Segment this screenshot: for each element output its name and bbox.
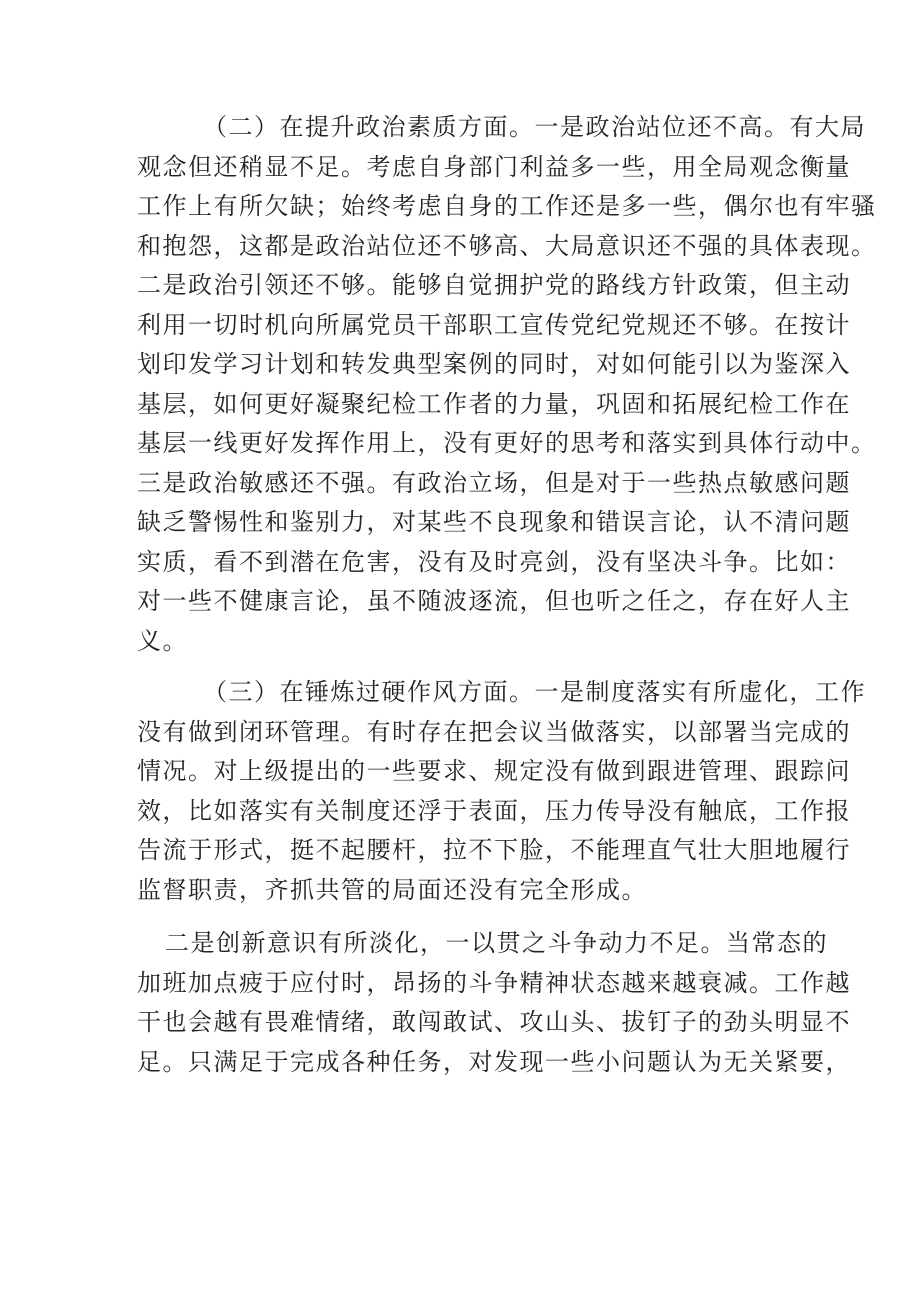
- text-line: 监督职责，齐抓共管的局面还没有完全形成。: [137, 875, 647, 904]
- document-body: [137, 108, 877, 1082]
- text-line: 二是政治引领还不够。能够自觉拥护党的路线方针政策，但主动: [137, 271, 851, 299]
- text-line: 干也会越有畏难情绪，敢闯敢试、攻山头、拔钉子的劲头明显不: [137, 1008, 851, 1036]
- text-line: （三）在锤炼过硬作风方面。一是制度落实有所虚化，工作: [203, 678, 866, 706]
- text-line: 观念但还稍显不足。考虑自身部门利益多一些，用全局观念衡量: [137, 152, 851, 181]
- text-line: 三是政治敏感还不强。有政治立场，但是对于一些热点敏感问题: [137, 468, 851, 497]
- text-line: 缺乏警惕性和鉴别力，对某些不良现象和错误言论，认不清问题: [137, 508, 851, 536]
- paragraph-political-quality: [137, 108, 877, 661]
- text-line: 效，比如落实有关制度还浮于表面，压力传导没有触底，工作报: [137, 796, 851, 825]
- text-line: 基层一线更好发挥作用上，没有更好的思考和落实到具体行动中。: [137, 429, 877, 457]
- text-line: 义。: [137, 626, 188, 655]
- text-line: 工作上有所欠缺；始终考虑自身的工作还是多一些，偶尔也有牢骚: [137, 192, 877, 220]
- paragraph-innovation: [137, 924, 851, 1082]
- text-line: 基层，如何更好凝聚纪检工作者的力量，巩固和拓展纪检工作在: [137, 389, 851, 418]
- text-line: 足。只满足于完成各种任务，对发现一些小问题认为无关紧要，: [137, 1047, 851, 1076]
- text-line: 和抱怨，这都是政治站位还不够高、大局意识还不强的具体表现。: [137, 231, 877, 260]
- text-line: 加班加点疲于应付时，昂扬的斗争精神状态越来越衰减。工作越: [137, 968, 851, 997]
- paragraph-work-style: [137, 673, 866, 910]
- text-line: 实质，看不到潜在危害，没有及时亮剑，没有坚决斗争。比如：: [137, 547, 851, 576]
- text-line: 对一些不健康言论，虽不随波逐流，但也听之任之，存在好人主: [137, 587, 851, 615]
- text-line: 情况。对上级提出的一些要求、规定没有做到跟进管理、跟踪问: [137, 757, 851, 785]
- text-line: （二）在提升政治素质方面。一是政治站位还不高。有大局: [203, 113, 866, 141]
- text-line: 利用一切时机向所属党员干部职工宣传党纪党规还不够。在按计: [137, 310, 851, 339]
- text-line: 划印发学习计划和转发典型案例的同时，对如何能引以为鉴深入: [137, 350, 851, 378]
- text-line: 告流于形式，挺不起腰杆，拉不下脸，不能理直气壮大胆地履行: [137, 836, 851, 864]
- text-line: 二是创新意识有所淡化，一以贯之斗争动力不足。当常态的: [165, 929, 828, 957]
- text-line: 没有做到闭环管理。有时存在把会议当做落实，以部署当完成的: [137, 717, 851, 746]
